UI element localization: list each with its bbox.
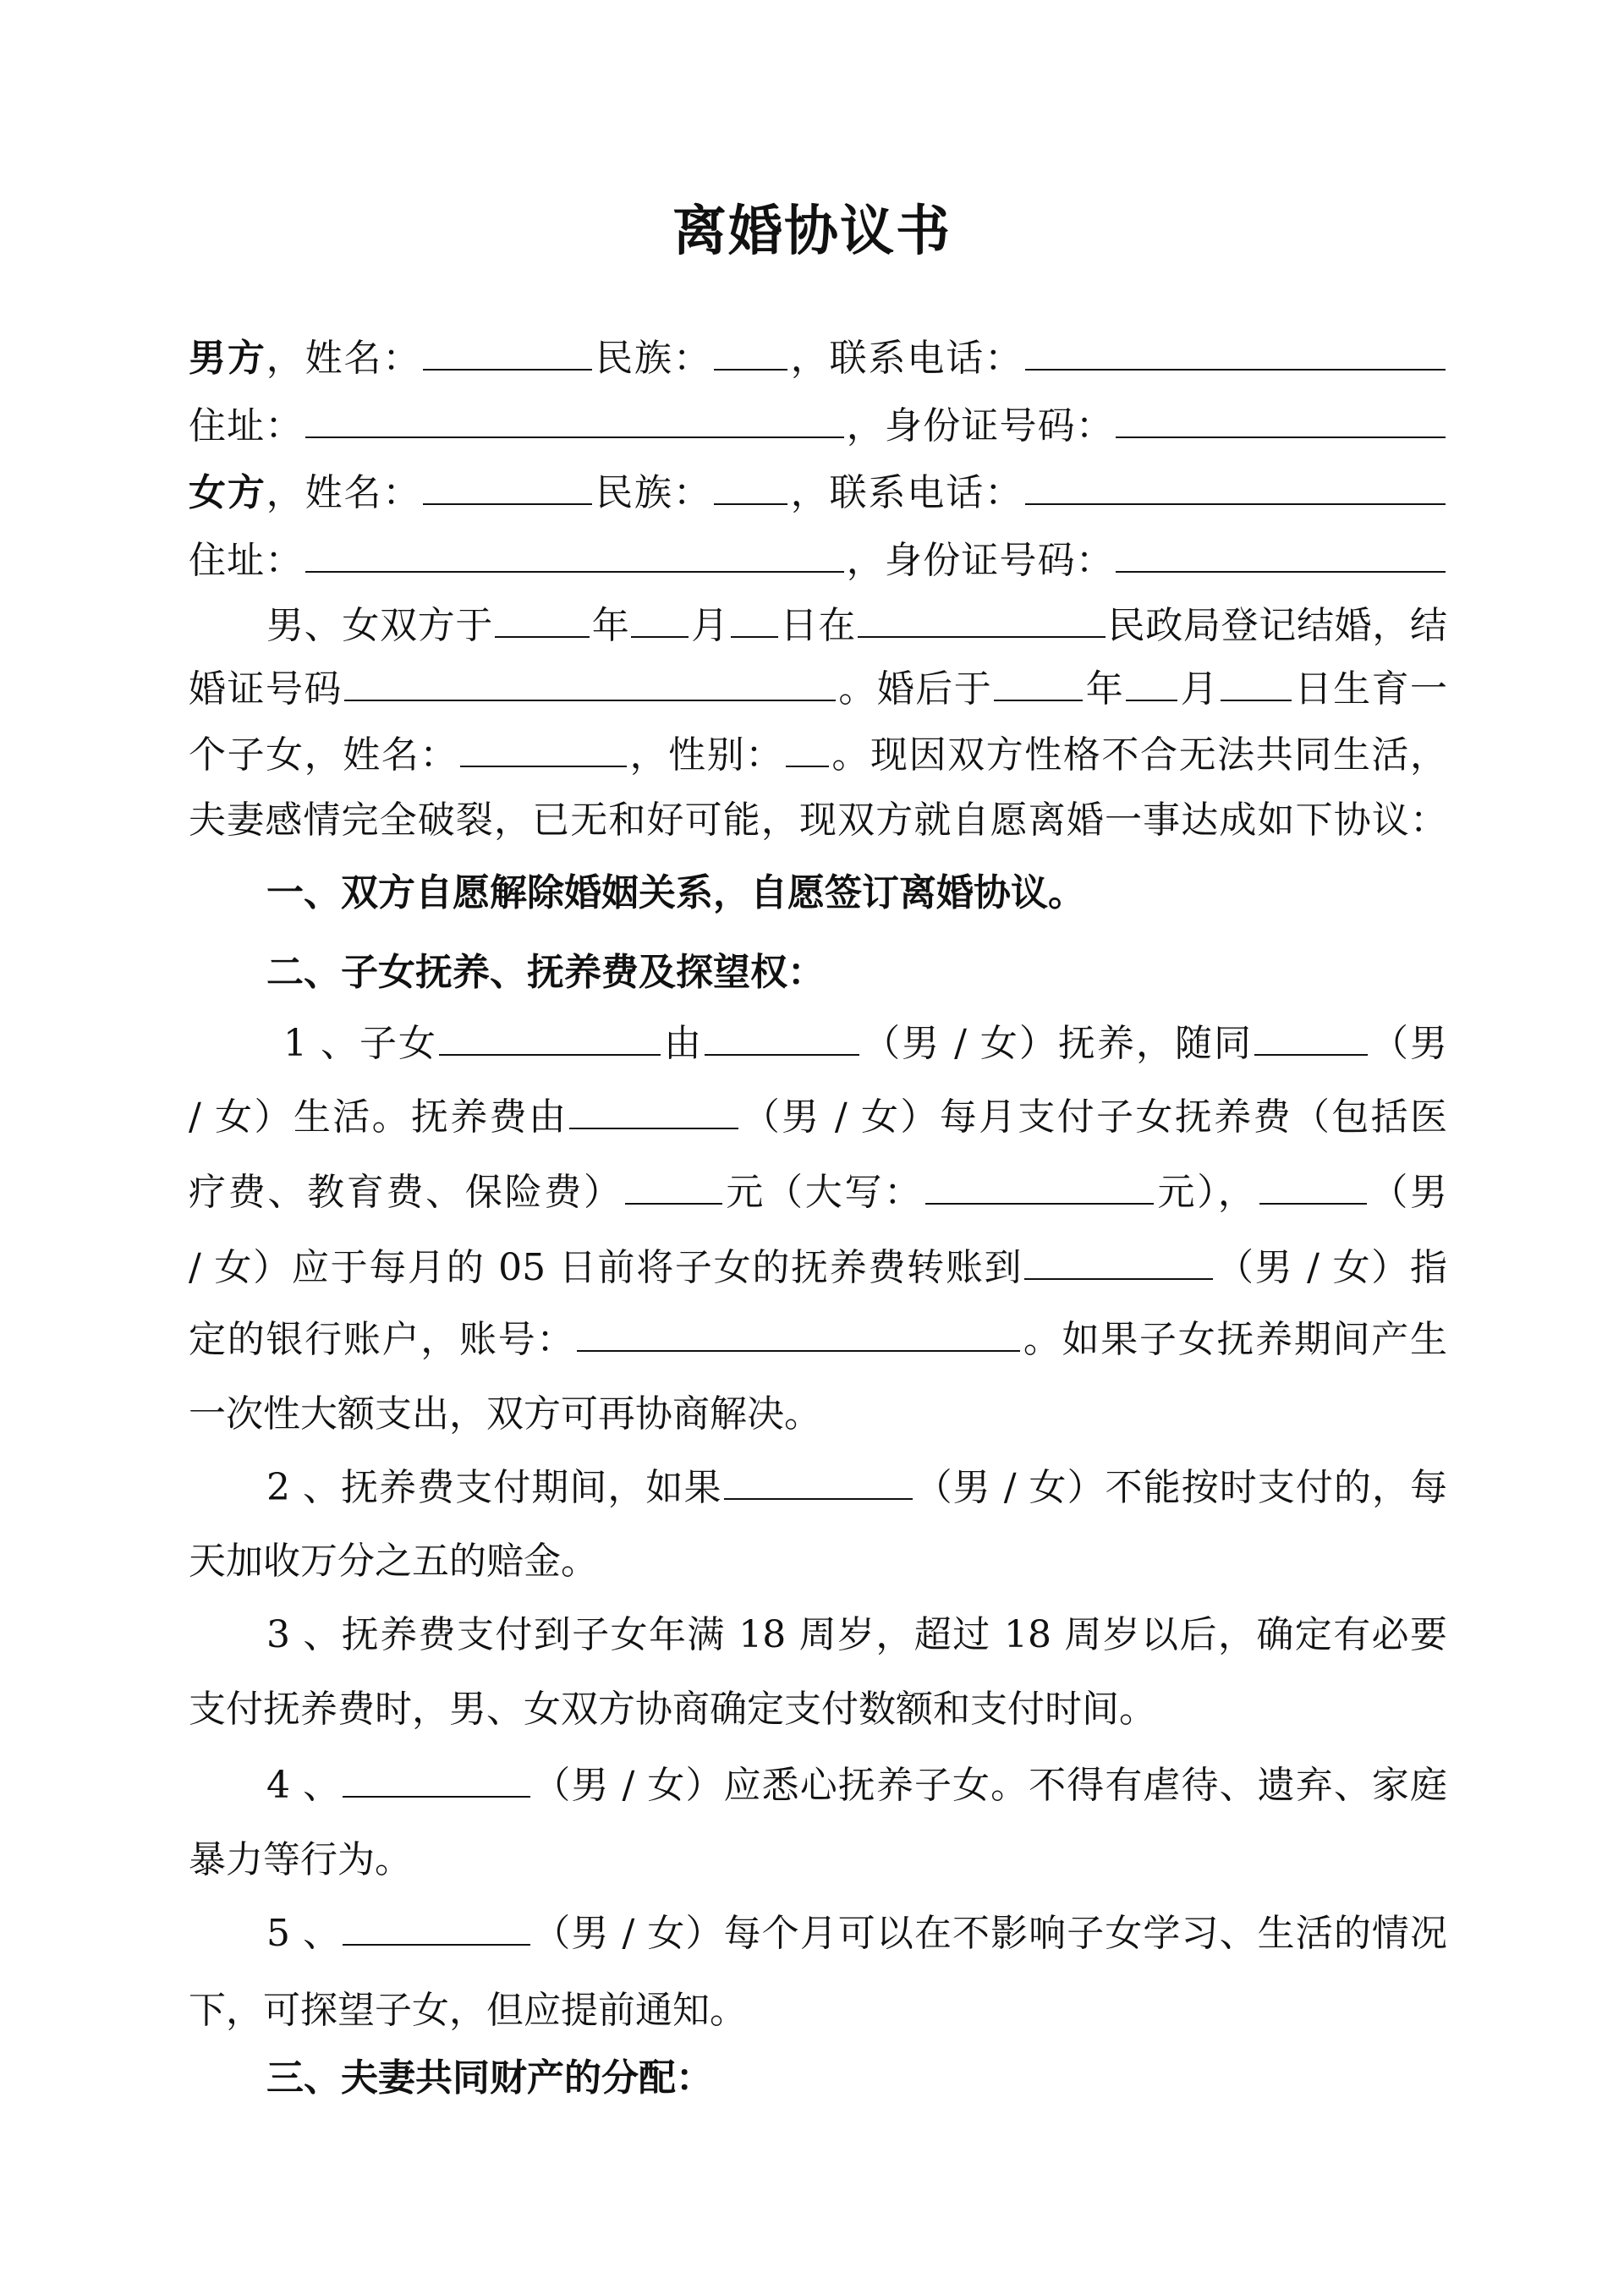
text: 。现因双方性格不合无法共同生活， [830,733,1448,777]
item-5-line [189,1910,1447,1957]
name-label: ，姓名： [266,471,422,514]
phone-label: ，联系电话： [788,337,1024,380]
text: / 女）生活。抚养费由 [189,1095,568,1139]
text: 月 [1179,667,1220,711]
ethnic-label: 民族： [594,471,712,514]
text: 婚证号码 [189,667,343,711]
item-3-line: 支付抚养费时，男、女双方协商确定支付数额和支付时间。 [189,1688,1156,1731]
text: 4 、 [266,1764,342,1807]
late-payer-field[interactable] [724,1464,913,1500]
phone-label: ，联系电话： [788,471,1024,514]
child-name-field[interactable] [460,732,627,767]
text: 男、女双方于 [266,604,494,647]
text: 。如果子女抚养期间产生 [1022,1318,1448,1361]
text: 。婚后于 [837,667,993,711]
item-3-line: 3 、抚养费支付到子女年满 18 周岁，超过 18 周岁以后，确定有必要 [266,1613,1447,1656]
male-address-line [189,403,1447,450]
address-label: 住址： [189,539,304,582]
guardian-field[interactable] [343,1762,530,1798]
item-4-line [189,1762,1447,1809]
text: 年 [591,604,630,647]
item-1-line: 一次性大额支出，双方可再协商解决。 [189,1392,821,1436]
address-label: 住址： [189,404,304,447]
female-address-line [189,537,1447,585]
male-label: 男方 [189,337,266,380]
document-title: 离婚协议书 [672,200,952,263]
item-4-line: 暴力等行为。 [189,1838,412,1881]
text: 2 、抚养费支付期间，如果 [266,1466,722,1509]
account-number-field[interactable] [577,1316,1020,1352]
male-phone-field[interactable] [1025,335,1446,371]
transfer-payer-field[interactable] [1259,1169,1367,1205]
text: （男 [1368,1171,1448,1214]
text: 日在 [779,604,856,647]
marriage-day-field[interactable] [731,602,778,638]
text: 由 [662,1022,704,1065]
marriage-month-field[interactable] [631,602,689,638]
birth-day-field[interactable] [1221,666,1292,701]
child-gender-field[interactable] [786,732,829,767]
item-1-line [189,1094,1447,1141]
female-phone-field[interactable] [1025,469,1446,505]
text: / 女）应于每月的 05 日前将子女的抚养费转账到 [189,1246,1023,1289]
female-ethnic-field[interactable] [714,469,787,505]
text: 日生育一 [1293,667,1448,711]
item-1-line [189,1316,1447,1364]
recipient-field[interactable] [1024,1244,1213,1280]
text: ，性别： [628,733,784,777]
intro-line [189,732,1447,779]
item-5-line: 下，可探望子女，但应提前通知。 [189,1989,747,2032]
text: 疗费、教育费、保险费） [189,1171,623,1214]
item-2-line [189,1464,1447,1512]
text: 年 [1084,667,1125,711]
ethnic-label: 民族： [594,337,712,380]
birth-year-field[interactable] [994,666,1083,701]
female-id-field[interactable] [1116,537,1446,573]
item-1-line [189,1020,1447,1068]
intro-line [189,666,1447,713]
text: 个子女，姓名： [189,733,458,777]
female-address-field[interactable] [305,537,844,573]
text: （男 / 女）应悉心抚养子女。不得有虐待、遗弃、家庭 [532,1764,1448,1807]
certificate-number-field[interactable] [344,666,836,701]
text: （男 [1369,1022,1448,1065]
id-label: ，身份证号码： [845,404,1115,447]
female-name-field[interactable] [423,469,592,505]
male-ethnic-field[interactable] [714,335,787,371]
id-label: ，身份证号码： [845,539,1115,582]
text: （男 / 女）每月支付子女抚养费（包括医 [740,1095,1448,1139]
male-id-field[interactable] [1116,403,1446,438]
text: 民政局登记结婚，结 [1106,604,1448,647]
item-2-line: 天加收万分之五的赔金。 [189,1540,598,1583]
female-info-line [189,469,1447,517]
section-1-heading: 一、双方自愿解除婚姻关系，自愿签订离婚协议。 [266,871,1085,914]
text: 5 、 [266,1912,342,1955]
text: （男 / 女）每个月可以在不影响子女学习、生活的情况 [532,1912,1448,1955]
marriage-year-field[interactable] [495,602,590,638]
registry-field[interactable] [858,602,1106,638]
section-3-heading: 三、夫妻共同财产的分配： [266,2056,713,2100]
male-address-field[interactable] [305,403,844,438]
text: 元（大写： [723,1171,924,1214]
text: 1 、子女 [283,1022,438,1065]
text: 定的银行账户，账号： [189,1318,576,1361]
intro-line: 夫妻感情完全破裂，已无和好可能，现双方就自愿离婚一事达成如下协议： [189,799,1447,842]
text: 月 [690,604,729,647]
item-1-line [189,1244,1447,1292]
custodian-field[interactable] [705,1020,859,1056]
name-label: ，姓名： [266,337,422,380]
payer-field[interactable] [569,1094,738,1129]
section-2-heading: 二、子女抚养、抚养费及探望权： [266,951,825,994]
text: （男 / 女）指 [1215,1246,1447,1289]
text: 元）， [1155,1171,1258,1214]
male-info-line [189,335,1447,382]
text: （男 / 女）不能按时支付的，每 [914,1466,1448,1509]
text: （男 / 女）抚养，随同 [861,1022,1253,1065]
intro-line [189,602,1447,650]
live-with-field[interactable] [1254,1020,1368,1056]
child-field[interactable] [439,1020,661,1056]
amount-words-field[interactable] [925,1169,1154,1205]
item-1-line [189,1169,1447,1216]
visitor-field[interactable] [343,1910,530,1946]
female-label: 女方 [189,471,266,514]
male-name-field[interactable] [423,335,592,371]
amount-field[interactable] [625,1169,722,1205]
birth-month-field[interactable] [1126,666,1177,701]
